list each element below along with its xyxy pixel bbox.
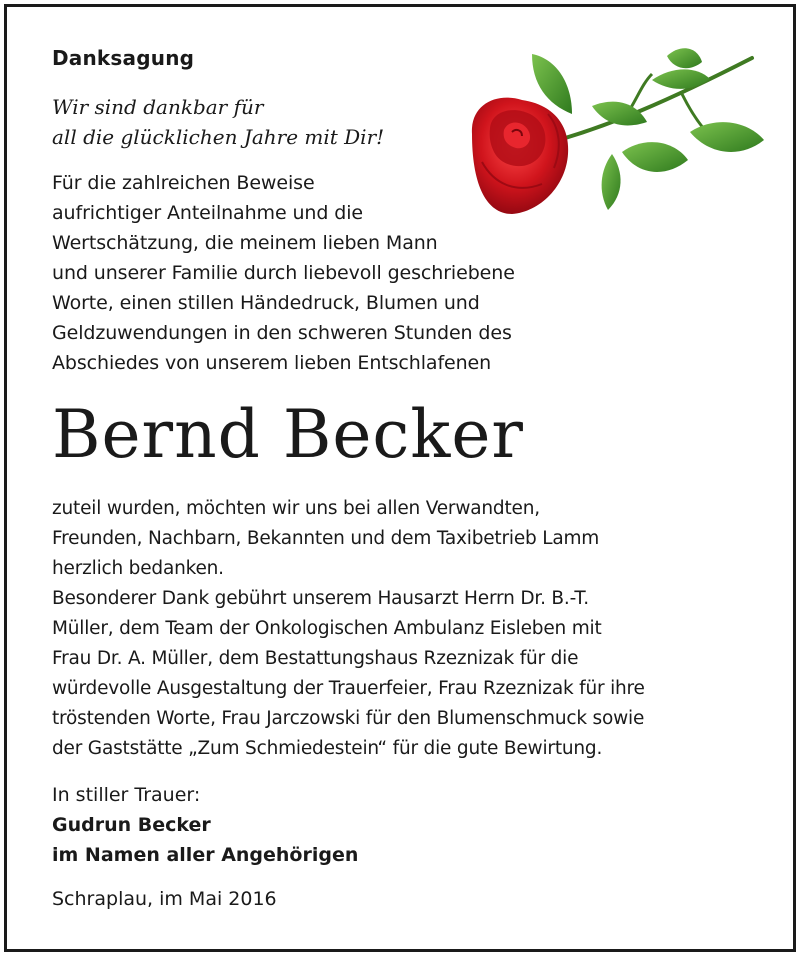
intro-line: und unserer Familie durch liebevoll geschriebene (52, 262, 515, 284)
thanks-line: Besonderer Dank gebührt unserem Hausarzt Herrn Dr. B.-T. (52, 588, 589, 609)
motto (52, 92, 384, 152)
thanks-line: Freunden, Nachbarn, Bekannten und dem Taxibetrieb Lamm (52, 528, 600, 549)
mourning-signature (52, 780, 358, 870)
thanks-line: Müller, dem Team der Onkologischen Ambulanz Eisleben mit (52, 618, 602, 639)
intro-line: Für die zahlreichen Beweise (52, 172, 315, 194)
thanks-line: der Gaststätte „Zum Schmiedestein“ für die gute Bewirtung. (52, 738, 603, 759)
notice-heading: Danksagung (52, 46, 195, 70)
intro-line: aufrichtiger Anteilnahme und die (52, 202, 363, 224)
intro-paragraph (52, 168, 515, 378)
mourning-intro: In stiller Trauer: (52, 784, 201, 806)
place-date: Schraplau, im Mai 2016 (52, 888, 277, 910)
thanks-line: Frau Dr. A. Müller, dem Bestattungshaus Rzeznizak für die (52, 648, 579, 669)
thanks-line: herzlich bedanken. (52, 558, 224, 579)
deceased-name: Bernd Becker (52, 396, 524, 473)
relatives-line: im Namen aller Angehörigen (52, 844, 359, 866)
red-rose-icon (452, 44, 772, 224)
motto-line: all die glücklichen Jahre mit Dir! (52, 125, 385, 149)
thanks-line: würdevolle Ausgestaltung der Trauerfeier, Frau Rzeznizak für ihre (52, 678, 645, 699)
intro-line: Geldzuwendungen in den schweren Stunden des (52, 322, 512, 344)
intro-line: Worte, einen stillen Händedruck, Blumen und (52, 292, 480, 314)
mourner-name: Gudrun Becker (52, 814, 211, 836)
intro-line: Abschiedes von unserem lieben Entschlafenen (52, 352, 492, 374)
thanks-line: tröstenden Worte, Frau Jarczowski für den Blumenschmuck sowie (52, 708, 645, 729)
motto-line: Wir sind dankbar für (52, 95, 264, 119)
thanks-paragraph (52, 494, 645, 764)
intro-line: Wertschätzung, die meinem lieben Mann (52, 232, 438, 254)
thanks-line: zuteil wurden, möchten wir uns bei allen Verwandten, (52, 498, 540, 519)
